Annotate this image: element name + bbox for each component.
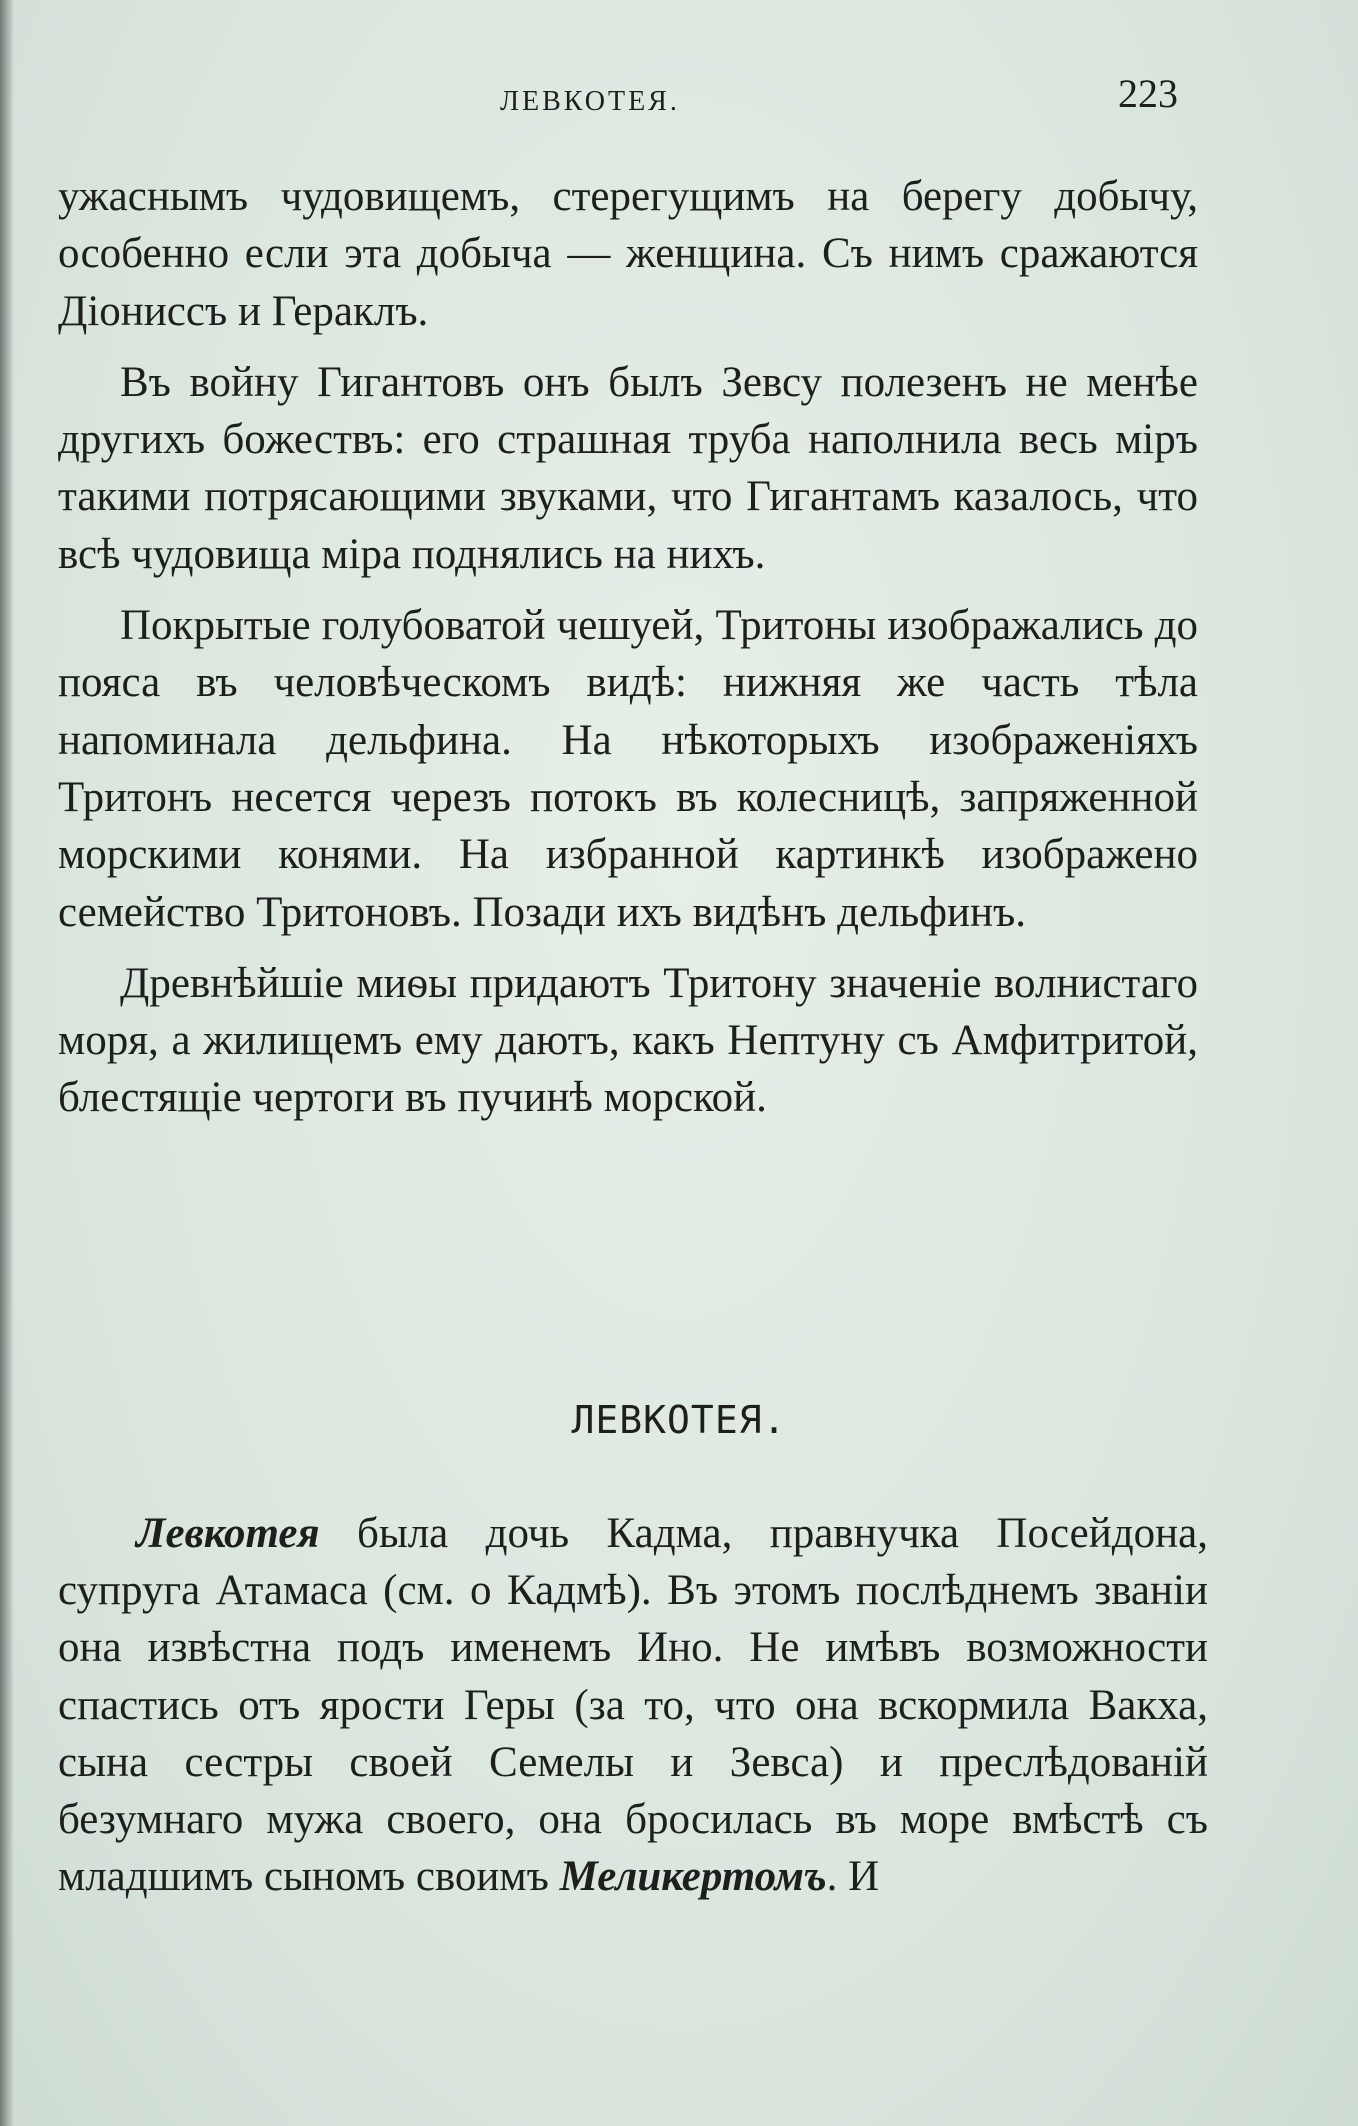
page-binding-edge <box>0 0 14 2126</box>
paragraph: Древнѣйшіе миѳы придаютъ Тритону значеніе волнистаго моря, а жилищемъ ему даютъ, какъ Нептуну съ Амфитритой, блестящіе чертоги въ пучинѣ морской. <box>58 959 1198 1122</box>
section-body <box>58 1505 1208 1905</box>
section-text-2: . И <box>826 1853 880 1901</box>
section-title: ЛЕВКОТЕЯ. <box>571 1398 787 1442</box>
italic-name: Меликертомъ <box>559 1853 827 1901</box>
paragraph: Въ войну Гигантовъ онъ былъ Зевсу полезенъ не менѣе другихъ божествъ: его страшная труба наполнила весь міръ такими потрясающими звуками, что Гигантамъ казалось, что всѣ чудовища міра поднялись на нихъ. <box>58 358 1198 578</box>
body-text <box>58 168 1198 1141</box>
page-header <box>60 62 1190 122</box>
paragraph: Покрытые голубоватой чешуей, Тритоны изображались до пояса въ человѣческомъ видѣ: нижняя же часть тѣла напоминала дельфина. На нѣкоторыхъ изображеніяхъ Тритонъ несется черезъ потокъ въ колесницѣ, запряженной морскими конями. На избранной картинкѣ изображено семейство Тритоновъ. Позади ихъ видѣнъ дельфинъ. <box>58 602 1198 936</box>
lead-word: Левкотея <box>136 1510 320 1557</box>
section-paragraph <box>58 1505 1208 1905</box>
paragraph: ужаснымъ чудовищемъ, стерегущимъ на берегу добычу, особенно если эта добыча — женщина. Съ нимъ сражаются Діониссъ и Гераклъ. <box>58 173 1198 335</box>
page-number: 223 <box>1118 71 1178 116</box>
section-text-1: была дочь Кадма, правнучка Посейдона, супруга Атамаса (см. о Кадмѣ). Въ этомъ послѣднемъ званіи она извѣстна подъ именемъ Ино. Не имѣвъ возможности спастись отъ ярости Геры (за то, что она вскормила Вакха, сына сестры своей Семелы и Зевса) и преслѣдованій безумнаго мужа своего, она бросилась въ море вмѣстѣ съ младшимъ сыномъ своимъ <box>58 1510 1208 1901</box>
running-head: ЛЕВКОТЕЯ. <box>500 86 680 117</box>
